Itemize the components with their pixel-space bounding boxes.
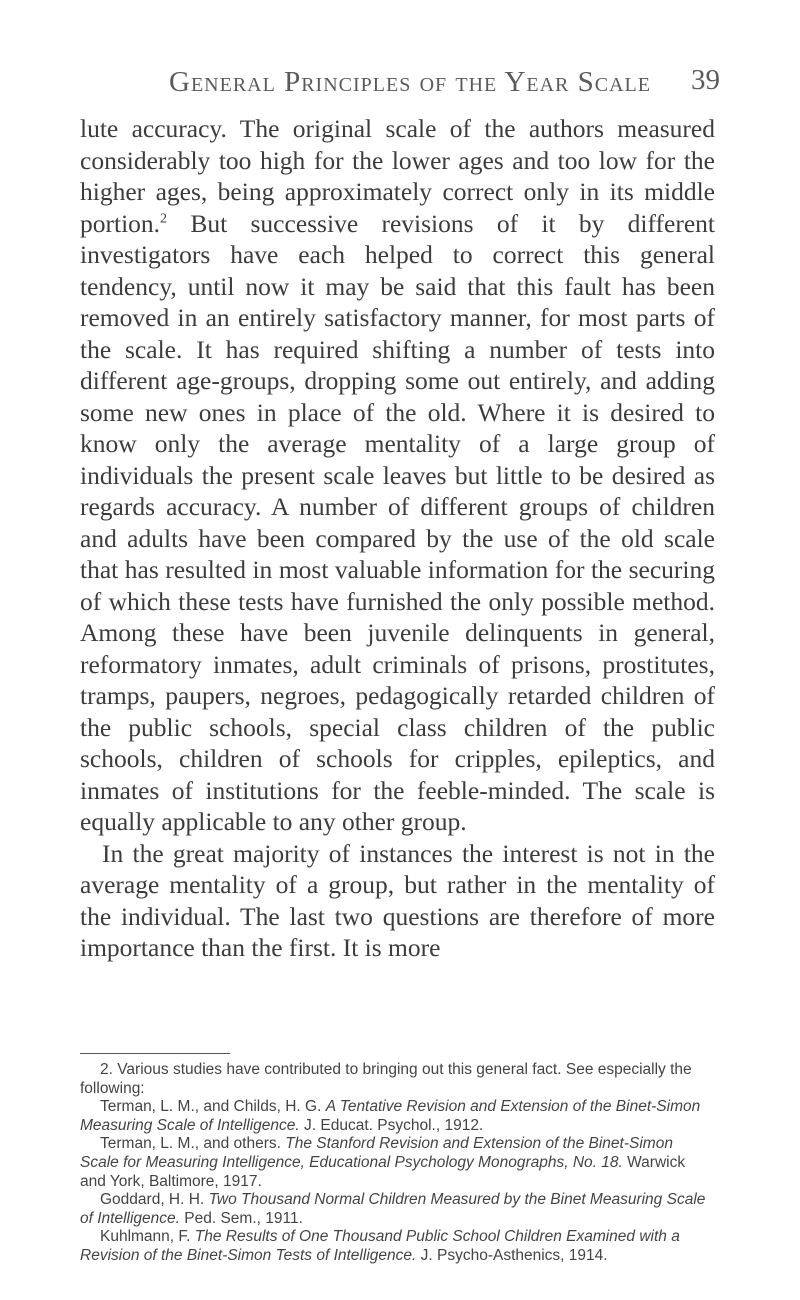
body-paragraph: In the great majority of instances the interest is not in the average mentality of a group, but rather in the mentality of the individual. The last two questions are therefore of more importance than the first. It is more (80, 838, 715, 962)
reference-title: A Tentative Revision and Extension of the Binet-Simon Measuring Scale of Intelligence. (80, 1098, 701, 1134)
reference-authors: Kuhlmann, F. (100, 1228, 191, 1246)
footnotes (80, 1061, 715, 1266)
body-paragraph-text-continued: But successive revisions of it by different investigators have each helped to correct this general tendency, until now it may be said that this fault has been removed in an entirely satisfactory manner, for most parts of the scale. It has required shifting a number of tests into different age-groups, dropping some out entirely, and adding some new ones in place of the old. Where it is desired to know only the average mentality of a large group of individuals the present scale leaves but little to be desired as regards accuracy. A number of different groups of children and adults have been compared by the use of the old scale that has resulted in most valuable information for the securing of which these tests have furnished the only possible method. Among these have been juvenile delinquents in general, reformatory inmates, adult criminals of prisons, prostitutes, tramps, paupers, negroes, pedagogically retarded children of the public schools, special class children of the public schools, children of schools for cripples, epileptics, and inmates of institutions for the feeble-minded. The scale is equally applicable to any other group. (80, 208, 715, 836)
body-paragraph-text: lute accuracy. The original scale of the authors measured considerably too high for the lower ages and too low for the higher ages, being approximately correct only in its middle portion. (80, 114, 715, 238)
footnote-rule (80, 1053, 230, 1054)
footnote-reference (80, 1191, 715, 1228)
footnote-reference (80, 1228, 715, 1265)
page-number: 39 (691, 64, 720, 96)
reference-authors: Terman, L. M., and others. (100, 1135, 281, 1153)
footnote-reference (80, 1135, 715, 1191)
body-paragraph (80, 113, 715, 838)
body-text (80, 113, 715, 964)
reference-source: J. Psycho-Asthenics, 1914. (420, 1246, 608, 1264)
footnote-marker: 2 (160, 211, 168, 226)
reference-authors: Goddard, H. H. (100, 1191, 205, 1209)
reference-source: J. Educat. Psychol., 1912. (304, 1116, 484, 1134)
footnote-lead: 2. Various studies have contributed to bringing out this general fact. See especially the following: (80, 1061, 692, 1097)
reference-source: Ped. Sem., 1911. (184, 1209, 303, 1227)
reference-title: The Results of One Thousand Public School Children Examined with a Revision of the Binet-Simon Tests of Intelligence. (80, 1228, 680, 1264)
reference-title: Two Thousand Normal Children Measured by the Binet Measuring Scale of Intelligence. (80, 1191, 706, 1227)
reference-source: Warwick and York, Baltimore, 1917. (80, 1153, 686, 1190)
reference-authors: Terman, L. M., and Childs, H. G. (100, 1098, 322, 1116)
reference-title: The Stanford Revision and Extension of the Binet-Simon Scale for Measuring Intelligence, Educational Psychology Monographs, No. 18. (80, 1135, 673, 1171)
footnote-reference (80, 1098, 715, 1135)
running-head: General Principles of the Year Scale (169, 66, 651, 98)
